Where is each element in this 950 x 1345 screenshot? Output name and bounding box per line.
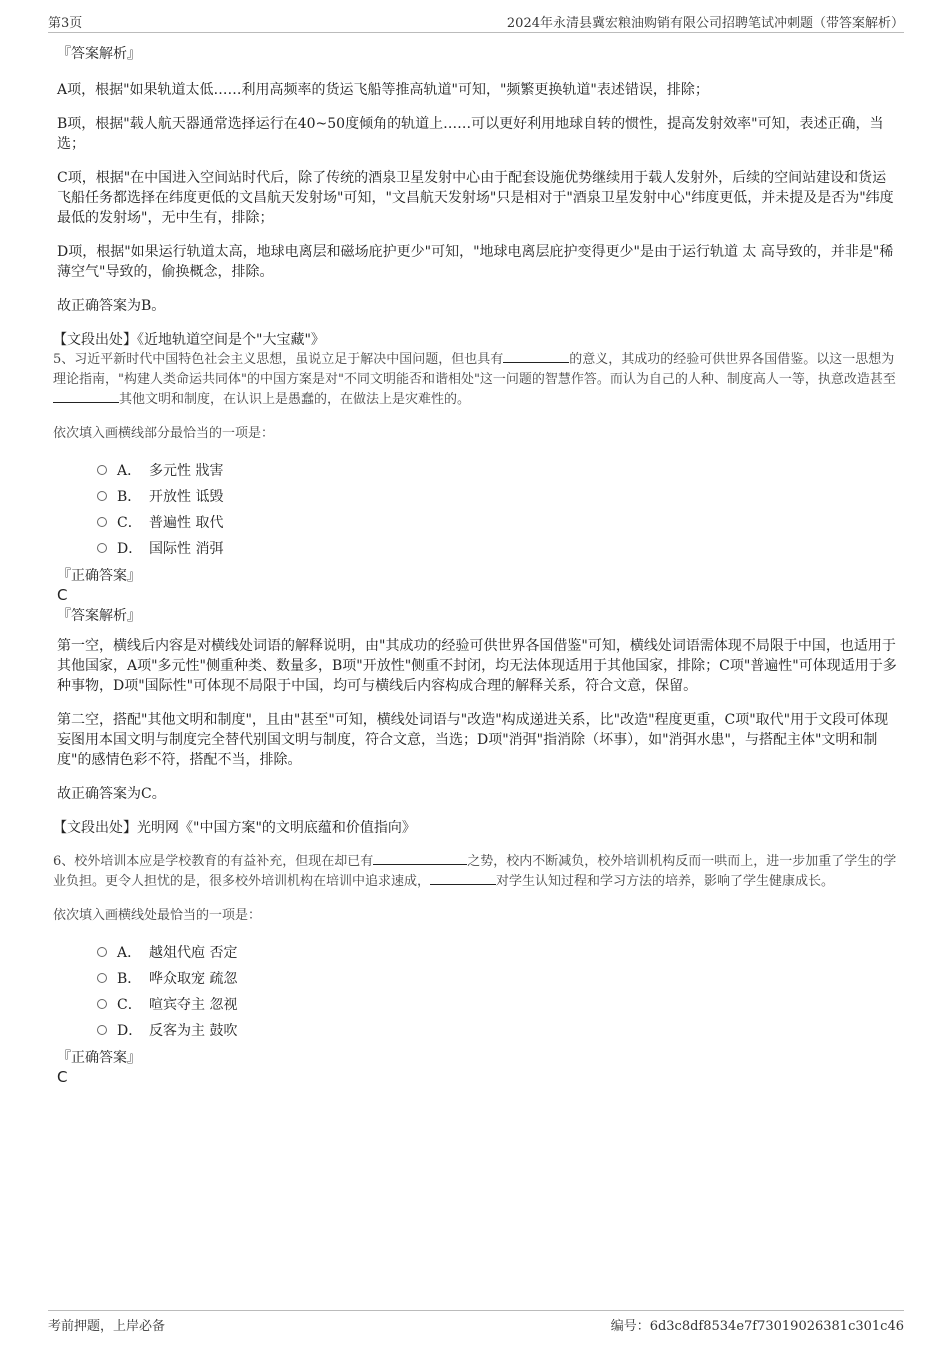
- option-text: 多元性 戕害: [149, 463, 224, 479]
- q5-answer: C: [57, 586, 68, 604]
- q6-option-a[interactable]: [57, 940, 897, 966]
- option-text: 国际性 消弭: [149, 541, 224, 557]
- q5-conclusion: 故正确答案为C。: [57, 786, 166, 802]
- q5-source: 【文段出处】光明网《"中国方案"的文明底蕴和价值指向》: [53, 820, 416, 836]
- q4-analysis-a: A项，根据"如果轨道太低……利用高频率的货运飞船等推高轨道"可知，"频繁更换轨道"表述错误，排除；: [57, 82, 709, 98]
- q5-stem-part2: 的意义，其成功的经验可供世界各国借鉴。以这一思想为理论指南，"构建人类命运共同体"的中国方案是对"不同文明能否和谐相处"这一问题的智慧作答。而认为自己的人种、制度高人一等，执意改造甚至: [53, 352, 896, 387]
- q6-stem-part3: 对学生认知过程和学习方法的培养，影响了学生健康成长。: [496, 874, 835, 889]
- q5-option-b[interactable]: [57, 484, 897, 510]
- page-header: [48, 12, 904, 33]
- q5-blank-1: [503, 350, 569, 363]
- q5-stem: [53, 350, 897, 410]
- footer-slogan: 考前押题，上岸必备: [48, 1319, 166, 1334]
- q5-option-a[interactable]: [57, 458, 897, 484]
- q4-source: 【文段出处】《近地轨道空间是个"大宝藏"》: [53, 332, 325, 348]
- q6-answer: C: [57, 1068, 68, 1086]
- q6-answer-label: 『正确答案』: [57, 1050, 141, 1066]
- radio-icon[interactable]: [97, 465, 107, 475]
- q6-stem-part1: 6、校外培训本应是学校教育的有益补充，但现在却已有: [53, 854, 374, 869]
- q5-options: [57, 458, 897, 562]
- option-letter: B．: [117, 971, 142, 987]
- q6-stem: [53, 852, 897, 892]
- q5-answer-label: 『正确答案』: [57, 568, 141, 584]
- q6-option-d[interactable]: [57, 1018, 897, 1044]
- q6-prompt: 依次填入画横线处最恰当的一项是：: [53, 908, 262, 923]
- q4-analysis-c: C项，根据"在中国进入空间站时代后，除了传统的酒泉卫星发射中心由于配套设施优势继续用于载人发射外，后续的空间站建设和货运飞船任务都选择在纬度更低的文昌航天发射场"可知，"文昌航天发射场"只是相对于"酒泉卫星发射中心"纬度更低，并未提及是否为"纬度最低的发射场"，无中生有，排除；: [57, 170, 894, 226]
- option-text: 反客为主 鼓吹: [149, 1023, 238, 1039]
- q4-conclusion: 故正确答案为B。: [57, 298, 166, 314]
- option-text: 普遍性 取代: [149, 515, 224, 531]
- page-footer: [48, 1310, 904, 1337]
- q6-blank-1: [373, 852, 467, 865]
- q5-analysis-label: 『答案解析』: [57, 608, 141, 624]
- option-text: 喧宾夺主 忽视: [149, 997, 238, 1013]
- radio-icon[interactable]: [97, 999, 107, 1009]
- q6-stem-part2: 之势，校内不断减负，校外培训机构反而一哄而上，进一步加重了学生的学业负担。更令人担忧的是，很多校外培训机构在培训中追求速成，: [53, 854, 897, 889]
- page-number: 第3页: [48, 16, 83, 31]
- main-content: [53, 44, 897, 1086]
- q5-analysis-2: 第二空，搭配"其他文明和制度"，且由"甚至"可知，横线处词语与"改造"构成递进关系，比"改造"程度更重，C项"取代"用于文段可体现妄图用本国文明与制度完全替代别国文明与制度，符合文意，当选；D项"消弭"指消除（坏事），如"消弭水患"，与搭配主体"文明和制度"的感情色彩不符，搭配不当，排除。: [57, 712, 889, 768]
- q5-stem-part3: 其他文明和制度，在认识上是愚蠢的，在做法上是灾难性的。: [119, 392, 471, 407]
- q5-option-c[interactable]: [57, 510, 897, 536]
- q6-blank-2: [430, 872, 496, 885]
- option-letter: B．: [117, 489, 142, 505]
- option-letter: C．: [117, 997, 142, 1013]
- radio-icon[interactable]: [97, 543, 107, 553]
- q5-blank-2: [53, 390, 119, 403]
- q5-prompt: 依次填入画横线部分最恰当的一项是：: [53, 426, 275, 441]
- option-letter: D．: [117, 1023, 143, 1039]
- document-title: 2024年永清县冀宏粮油购销有限公司招聘笔试冲刺题（带答案解析）: [506, 16, 904, 31]
- radio-icon[interactable]: [97, 973, 107, 983]
- option-letter: D．: [117, 541, 143, 557]
- option-text: 越俎代庖 否定: [149, 945, 238, 961]
- option-letter: A．: [117, 945, 142, 961]
- q4-analysis-label: 『答案解析』: [57, 46, 141, 62]
- q4-analysis-d: D项，根据"如果运行轨道太高，地球电离层和磁场庇护更少"可知，"地球电离层庇护变得更少"是由于运行轨道 太 高导致的，并非是"稀薄空气"导致的，偷换概念，排除。: [57, 244, 894, 280]
- radio-icon[interactable]: [97, 491, 107, 501]
- option-letter: C．: [117, 515, 142, 531]
- document-code: 编号：6d3c8df8534e7f73019026381c301c46: [610, 1319, 904, 1334]
- q6-option-b[interactable]: [57, 966, 897, 992]
- q4-analysis-b: B项，根据"载人航天器通常选择运行在40~50度倾角的轨道上……可以更好利用地球自转的惯性，提高发射效率"可知，表述正确，当选；: [57, 116, 884, 152]
- option-text: 开放性 诋毁: [149, 489, 224, 505]
- q5-stem-part1: 5、习近平新时代中国特色社会主义思想，虽说立足于解决中国问题，但也具有: [53, 352, 504, 367]
- option-text: 哗众取宠 疏忽: [149, 971, 238, 987]
- q5-option-d[interactable]: [57, 536, 897, 562]
- radio-icon[interactable]: [97, 1025, 107, 1035]
- radio-icon[interactable]: [97, 947, 107, 957]
- q5-analysis-1: 第一空，横线后内容是对横线处词语的解释说明，由"其成功的经验可供世界各国借鉴"可知，横线处词语需体现不局限于中国，也适用于其他国家，A项"多元性"侧重种类、数量多，B项"开放性"侧重不封闭，均无法体现适用于其他国家，排除；C项"普遍性"可体现适用于多种事物，D项"国际性"可体现不局限于中国，均可与横线后内容构成合理的解释关系，符合文意，保留。: [57, 638, 897, 694]
- option-letter: A．: [117, 463, 142, 479]
- q6-options: [57, 940, 897, 1044]
- radio-icon[interactable]: [97, 517, 107, 527]
- q6-option-c[interactable]: [57, 992, 897, 1018]
